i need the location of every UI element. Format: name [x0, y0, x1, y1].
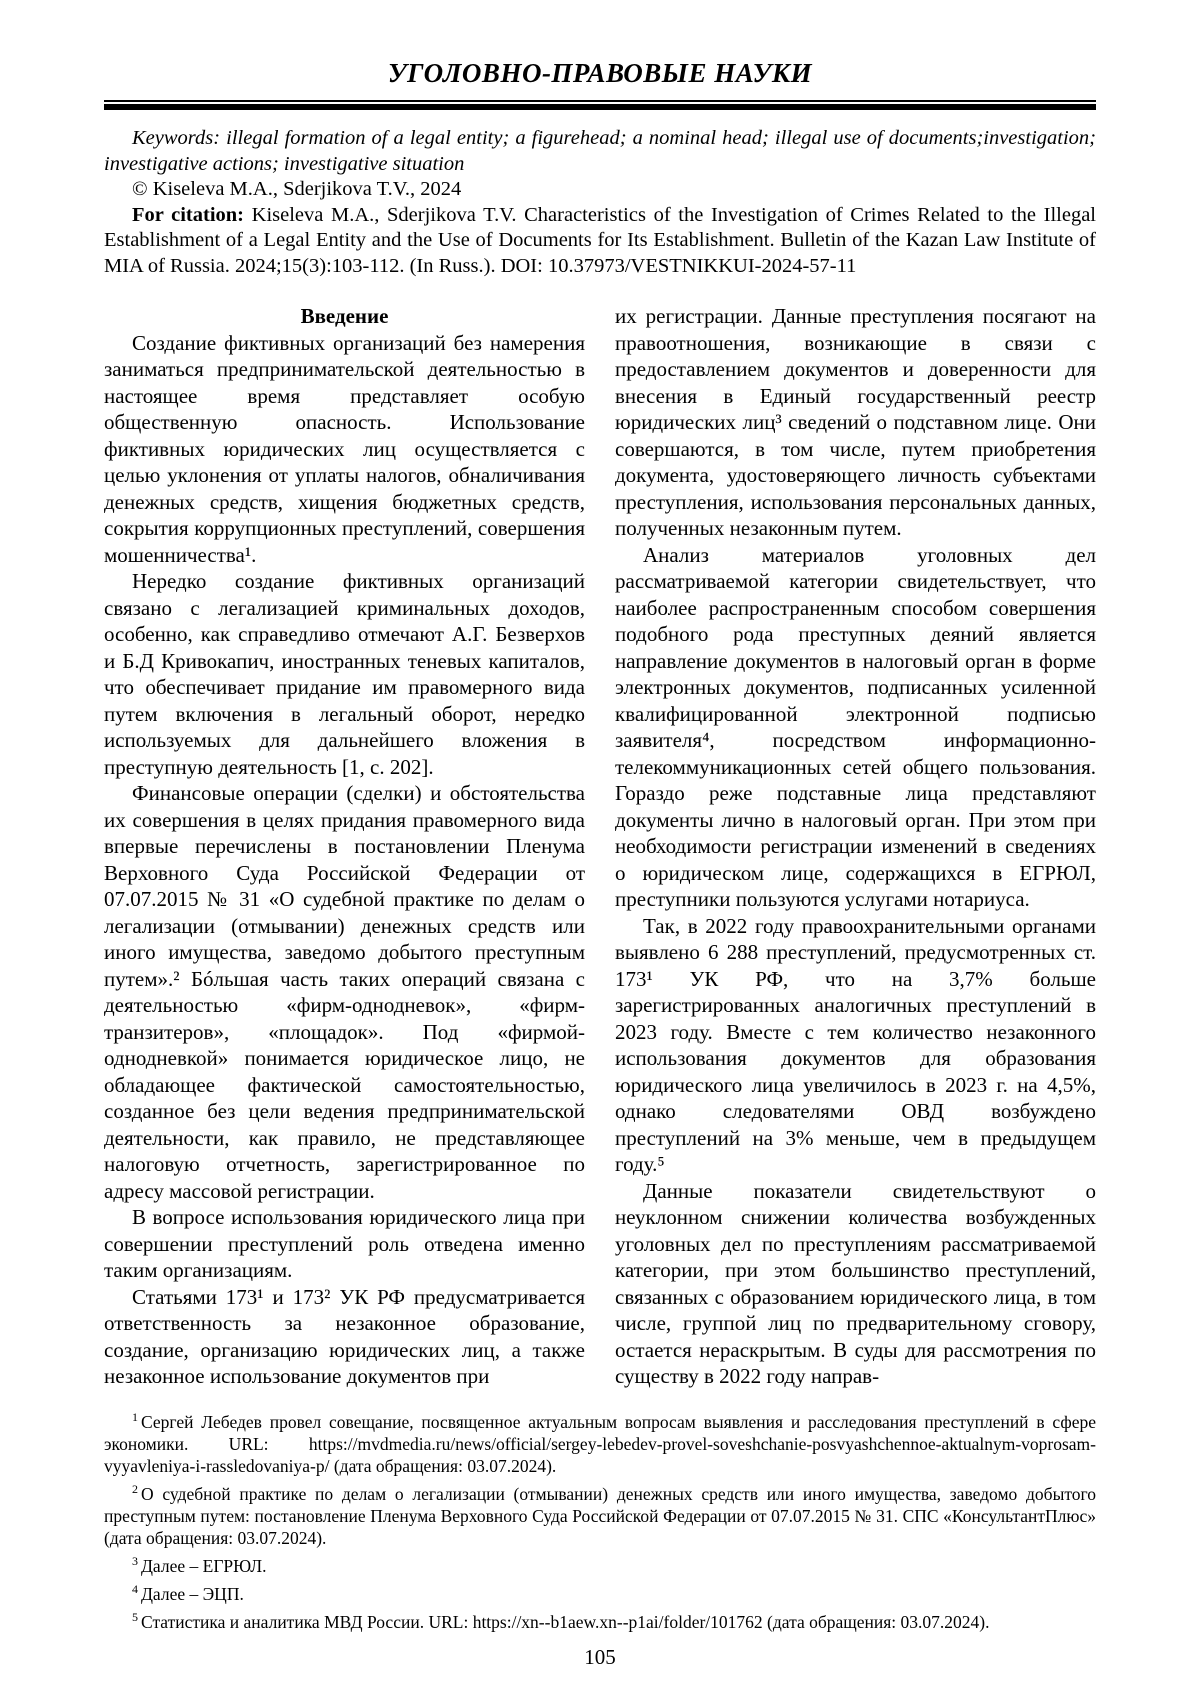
body-paragraph: их регистрации. Данные преступления посягают на правоотношения, возникающие в связи с предоставлением документов и доверенности для внесения в Единый государственный реестр юридических лиц³ сведений о подставном лице. Они совершаются, в том числе, путем приобретения документа, удостоверяющего личность субъектами преступления, использования персональных данных, полученных незаконным путем.: [615, 304, 1096, 540]
footnote: [104, 1555, 1096, 1577]
body-paragraph: В вопросе использования юридического лица при совершении преступлений роль отведена именно таким организациям.: [104, 1205, 585, 1282]
footnote-marker: 5: [132, 1610, 138, 1625]
footnote-text: Далее – ЭЦП.: [141, 1584, 244, 1604]
citation-paragraph: [104, 203, 1096, 280]
right-column: [615, 303, 1096, 1395]
copyright-line: © Kiseleva M.A., Sderjikova T.V., 2024: [132, 178, 462, 200]
divider-thick-line: [104, 104, 1096, 110]
footnote: [104, 1483, 1096, 1549]
left-column: [104, 303, 585, 1395]
citation-label: For citation:: [132, 203, 252, 226]
footnote-text: Сергей Лебедев провел совещание, посвященное актуальным вопросам выявления и расследования преступлений в сфере экономики. URL: https://mvdmedia.ru/news/official/sergey-lebedev-provel-soveshchanie-posvyashchennoe-aktualnym-voprosam-vyyavleniya-i-rassledovaniya-p/ (дата обращения: 03.07.2024).: [104, 1412, 1096, 1476]
footnote: [104, 1411, 1096, 1477]
header-divider: [104, 100, 1096, 110]
body-paragraph: Статьями 173¹ и 173² УК РФ предусматривается ответственность за незаконное образование, создание, организацию юридических лиц, а также незаконное использование документов при: [104, 1284, 585, 1388]
body-paragraph: Нередко создание фиктивных организаций связано с легализацией криминальных доходов, особенно, как справедливо отмечают А.Г. Безверхов и Б.Д Кривокапич, иностранных теневых капиталов, что обеспечивает придание им правомерного вида путем включения в легальный оборот, нередко используемых для дальнейшего вложения в преступную деятельность [1, с. 202].: [104, 569, 585, 779]
citation-text: Kiseleva M.A., Sderjikova T.V. Characteristics of the Investigation of Crimes Related to the Illegal Establishment of a Legal Entity and the Use of Documents for Its Establishment. Bulletin of the Kazan Law Institute of MIA of Russia. 2024;15(3):103-112. (In Russ.). DOI: 10.37973/VESTNIKKUI-2024-57-11: [104, 203, 1096, 277]
front-matter: [104, 126, 1096, 279]
page-footer: [104, 1411, 1096, 1670]
body-paragraph: Так, в 2022 году правоохранительными органами выявлено 6 288 преступлений, предусмотренных ст. 173¹ УК РФ, что на 3,7% больше зарегистрированных аналогичных преступлений в 2023 году. Вместе с тем количество незаконного использования документов для образования юридического лица увеличилось в 2023 г. на 4,5%, однако следователями ОВД возбуждено преступлений на 3% меньше, чем в предыдущем году.⁵: [615, 913, 1096, 1176]
footnote-text: Далее – ЕГРЮЛ.: [141, 1556, 267, 1576]
keywords-text: illegal formation of a legal entity; a figurehead; a nominal head; illegal use of documents;investigation; investigative actions; investigative situation: [104, 127, 1096, 175]
footnote-text: Статистика и аналитика МВД России. URL: https://xn--b1aew.xn--p1ai/folder/101762 (дата обращения: 03.07.2024).: [141, 1612, 990, 1632]
divider-thin-line: [104, 100, 1096, 102]
page-header: [104, 58, 1096, 110]
article-body: [104, 303, 1096, 1395]
body-paragraph: Создание фиктивных организаций без намерения заниматься предпринимательской деятельностью в настоящее время представляет особую общественную опасность. Использование фиктивных юридических лиц осуществляется с целью уклонения от уплаты налогов, обналичивания денежных средств, хищения бюджетных средств, сокрытия коррупционных преступлений, совершения мошенничества¹.: [104, 330, 585, 567]
body-paragraph: Данные показатели свидетельствуют о неуклонном снижении количества возбужденных уголовных дел по преступлениям рассматриваемой категории, при этом большинство преступлений, связанных с образованием юридического лица, в том числе, группой лиц по предварительному сговору, остается нераскрытым. В суды для рассмотрения по существу в 2022 году направ-: [615, 1178, 1096, 1388]
body-paragraph: Финансовые операции (сделки) и обстоятельства их совершения в целях придания правомерного вида впервые перечислены в постановлении Пленума Верховного Суда Российской Федерации от 07.07.2015 № 31 «О судебной практике по делам о легализации (отмывании) денежных средств или иного имущества, заведомо добытого преступным путем».² Бóльшая часть таких операций связана с деятельностью «фирм-однодневок», «фирм-транзитеров», «площадок». Под «фирмой-однодневкой» понимается юридическое лицо, не обладающее фактической самостоятельностью, созданное без цели ведения предпринимательской деятельности, как правило, не представляющее налоговую отчетность, зарегистрированное по адресу массовой регистрации.: [104, 781, 585, 1203]
page-number: 105: [584, 1645, 616, 1669]
footnote: [104, 1611, 1096, 1633]
keywords-paragraph: [104, 126, 1096, 177]
section-running-title: УГОЛОВНО-ПРАВОВЫЕ НАУКИ: [387, 58, 813, 88]
footnote: [104, 1583, 1096, 1605]
keywords-label: Keywords:: [132, 127, 227, 149]
footnote-marker: 4: [132, 1582, 138, 1597]
footnote-marker: 1: [132, 1410, 138, 1425]
section-heading-introduction: Введение: [300, 304, 389, 328]
footnote-marker: 3: [132, 1554, 138, 1569]
footnote-marker: 2: [132, 1482, 138, 1497]
footnote-text: О судебной практике по делам о легализации (отмывании) денежных средств или иного имущества, заведомо добытого преступным путем: постановление Пленума Верховного Суда Российской Федерации от 07.07.2015 № 31. СПС «КонсультантПлюс» (дата обращения: 03.07.2024).: [104, 1484, 1096, 1548]
body-paragraph: Анализ материалов уголовных дел рассматриваемой категории свидетельствует, что наиболее распространенным способом совершения подобного рода преступных деяний является направление документов в налоговый орган в форме электронных документов, подписанных усиленной квалифицированной электронной подписью заявителя⁴, посредством информационно-телекоммуникационных сетей общего пользования. Гораздо реже подставные лица представляют документы лично в налоговый орган. При этом при необходимости регистрации изменений в сведениях о юридическом лице, содержащихся в ЕГРЮЛ, преступники пользуются услугами нотариуса.: [615, 542, 1096, 911]
footnotes-block: [104, 1411, 1096, 1633]
